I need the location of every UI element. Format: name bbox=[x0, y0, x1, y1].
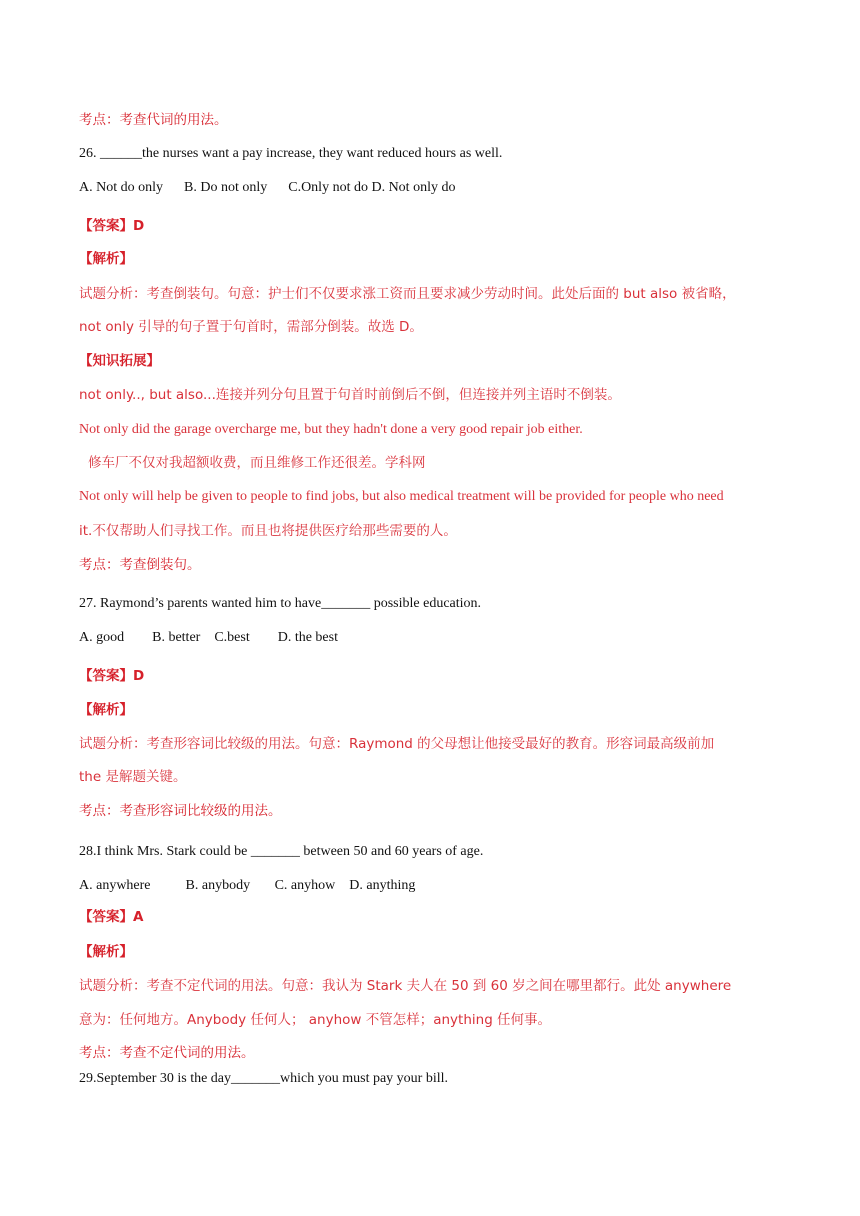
q26-kaodian: 考点：考查倒装句。 bbox=[79, 557, 201, 573]
q26-extend-line4: Not only will help be given to people to find jobs, but also medical treatment will be provided for people who need bbox=[79, 489, 724, 504]
q26-options: A. Not do only B. Do not only C.Only not do D. Not only do bbox=[79, 180, 456, 195]
q29-question: 29.September 30 is the day_______which you must pay your bill. bbox=[79, 1071, 449, 1086]
q25-kaodian: 考点：考查代词的用法。 bbox=[79, 112, 228, 128]
q27-question: 27. Raymond’s parents wanted him to have_______ possible education. bbox=[79, 596, 482, 611]
q26-analysis-line2: not only 引导的句子置于句首时，需部分倒装。故选 D。 bbox=[79, 319, 423, 335]
q28-question: 28.I think Mrs. Stark could be _______ between 50 and 60 years of age. bbox=[79, 844, 484, 859]
q27-jiexi-label: 【解析】 bbox=[79, 702, 133, 718]
q28-jiexi-label: 【解析】 bbox=[79, 944, 133, 960]
q27-kaodian: 考点：考查形容词比较级的用法。 bbox=[79, 803, 282, 819]
q26-answer: 【答案】D bbox=[79, 218, 145, 234]
q28-analysis-line2: 意为：任何地方。Anybody 任何人； anyhow 不管怎样；anything 任何事。 bbox=[79, 1012, 552, 1028]
q26-jiexi-label: 【解析】 bbox=[79, 251, 133, 267]
q27-options: A. good B. better C.best D. the best bbox=[79, 630, 338, 645]
q26-extend-line3: 修车厂不仅对我超额收费，而且维修工作还很差。学科网 bbox=[88, 455, 426, 471]
q28-analysis-line1: 试题分析：考查不定代词的用法。句意：我认为 Stark 夫人在 50 到 60 岁之间在哪里都行。此处 anywhere bbox=[79, 978, 732, 994]
q26-extend-line2: Not only did the garage overcharge me, but they hadn't done a very good repair job either. bbox=[79, 422, 583, 437]
q27-analysis-line2: the 是解题关键。 bbox=[79, 769, 187, 785]
q26-extend-line1: not only.., but also...连接并列分句且置于句首时前倒后不倒，但连接并列主语时不倒装。 bbox=[79, 387, 621, 403]
q28-answer: 【答案】A bbox=[79, 909, 144, 925]
q27-analysis-line1: 试题分析：考查形容词比较级的用法。句意：Raymond 的父母想让他接受最好的教育。形容词最高级前加 bbox=[79, 736, 715, 752]
q27-answer: 【答案】D bbox=[79, 668, 145, 684]
q26-question: 26. ______the nurses want a pay increase, they want reduced hours as well. bbox=[79, 146, 503, 161]
q28-options: A. anywhere B. anybody C. anyhow D. anything bbox=[79, 878, 416, 893]
q26-analysis-line1: 试题分析：考查倒装句。句意：护士们不仅要求涨工资而且要求减少劳动时间。此处后面的 but also 被省略， bbox=[79, 286, 736, 302]
q28-kaodian: 考点：考查不定代词的用法。 bbox=[79, 1045, 255, 1061]
q26-extend-line5: it.不仅帮助人们寻找工作。而且也将提供医疗给那些需要的人。 bbox=[79, 523, 457, 539]
q26-extend-label: 【知识拓展】 bbox=[79, 353, 160, 369]
